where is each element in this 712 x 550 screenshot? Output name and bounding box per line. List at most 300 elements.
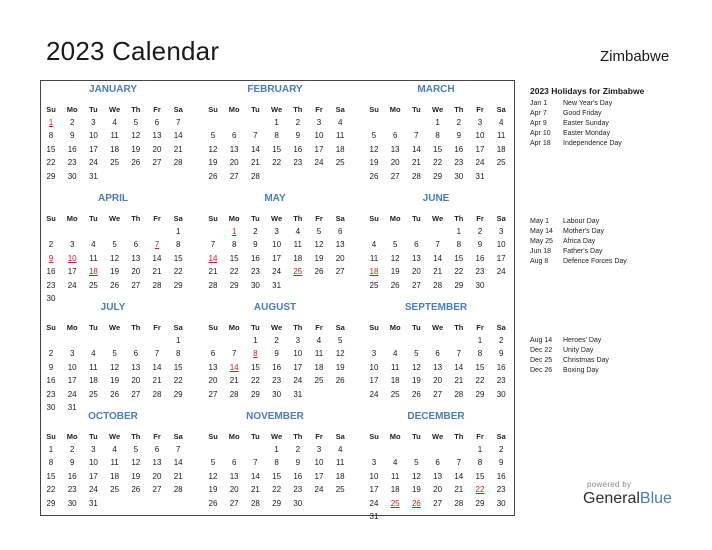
calendar-day: 26 — [208, 498, 218, 508]
calendar-day: 22 — [433, 158, 443, 168]
calendar-day: 23 — [46, 280, 56, 290]
calendar-day: 2 — [477, 227, 483, 236]
calendar-day: 3 — [316, 118, 322, 127]
calendar-day: 15 — [173, 362, 183, 372]
calendar-day: 19 — [208, 158, 218, 168]
calendar-day: 7 — [154, 349, 160, 359]
calendar-day: 3 — [477, 118, 483, 127]
calendar-day: 16 — [454, 144, 464, 154]
calendar-day: 1 — [274, 445, 279, 454]
weekday-label: Mo — [228, 432, 240, 441]
calendar-day: 29 — [475, 389, 485, 399]
calendar-day: 10 — [67, 362, 77, 372]
calendar-day: 26 — [110, 280, 120, 290]
calendar-day: 30 — [496, 389, 506, 399]
calendar-day: 17 — [88, 471, 98, 481]
calendar-day: 26 — [335, 376, 345, 386]
brand-logo[interactable] — [583, 490, 672, 508]
calendar-day: 8 — [477, 349, 483, 359]
holiday-day: 25 — [390, 498, 400, 508]
calendar-day: 29 — [454, 280, 464, 290]
calendar-day: 11 — [314, 349, 324, 359]
holiday-date: Aug 14 — [530, 337, 553, 344]
calendar-day: 21 — [411, 158, 421, 168]
calendar-day: 23 — [293, 158, 303, 168]
calendar-day: 20 — [433, 376, 443, 386]
calendar-day: 14 — [454, 362, 464, 372]
holiday-day: 7 — [154, 240, 160, 250]
holiday-name: Christmas Day — [563, 357, 609, 364]
calendar-day: 24 — [496, 267, 506, 277]
calendar-day: 19 — [131, 471, 141, 481]
weekday-label: Sa — [335, 323, 345, 332]
calendar-day: 9 — [69, 458, 75, 468]
calendar-day: 17 — [314, 144, 324, 154]
calendar-day: 26 — [369, 171, 379, 181]
holiday-day: 1 — [48, 118, 54, 127]
calendar-day: 15 — [173, 253, 183, 263]
calendar-day: 17 — [314, 471, 324, 481]
calendar-day: 14 — [433, 253, 443, 263]
brand-general: General — [583, 490, 640, 507]
calendar-day: 12 — [131, 131, 141, 141]
calendar-day: 15 — [46, 471, 56, 481]
month-name: FEBRUARY — [247, 84, 303, 95]
calendar-day: 29 — [46, 498, 56, 508]
calendar-day: 8 — [274, 131, 279, 141]
calendar-day: 15 — [250, 362, 260, 372]
weekday-label: Th — [293, 105, 303, 114]
calendar-day: 13 — [208, 362, 218, 372]
weekday-label: Su — [208, 432, 218, 441]
calendar-day: 2 — [48, 349, 54, 359]
calendar-day: 23 — [250, 267, 260, 277]
calendar-day: 18 — [335, 471, 345, 481]
weekday-label: Tu — [89, 432, 98, 441]
calendar-day: 25 — [88, 280, 98, 290]
calendar-day: 17 — [67, 267, 77, 277]
calendar-day: 31 — [67, 403, 77, 412]
month-name: MARCH — [417, 84, 455, 95]
calendar-day: 12 — [208, 144, 218, 154]
weekday-label: Th — [131, 323, 141, 332]
weekday-label: Fr — [315, 214, 323, 223]
calendar-day: 29 — [250, 389, 260, 399]
calendar-day: 28 — [152, 280, 162, 290]
calendar-day: 22 — [173, 267, 183, 277]
calendar-day: 19 — [110, 376, 120, 386]
calendar-day: 23 — [46, 389, 56, 399]
calendar-day: 20 — [131, 376, 141, 386]
calendar-day: 6 — [154, 445, 160, 454]
calendar-day: 4 — [371, 240, 377, 250]
holiday-group — [530, 337, 705, 377]
calendar-day: 27 — [131, 389, 141, 399]
calendar-day: 13 — [433, 471, 443, 481]
calendar-day: 7 — [253, 131, 258, 141]
calendar-day: 25 — [369, 280, 379, 290]
calendar-day: 26 — [208, 171, 218, 181]
calendar-day: 5 — [112, 349, 117, 359]
calendar-day: 28 — [152, 389, 162, 399]
weekday-label: Su — [369, 323, 379, 332]
calendar-day: 12 — [314, 240, 324, 250]
calendar-day: 18 — [110, 144, 120, 154]
calendar-day: 14 — [152, 362, 162, 372]
calendar-day: 14 — [152, 253, 162, 263]
calendar-day: 30 — [67, 498, 77, 508]
calendar-day: 11 — [369, 253, 379, 263]
calendar-day: 21 — [173, 144, 183, 154]
calendar-day: 24 — [88, 158, 98, 168]
calendar-day: 26 — [314, 267, 324, 277]
calendar-day: 12 — [208, 471, 218, 481]
calendar-day: 30 — [475, 280, 485, 290]
weekday-label: Tu — [251, 323, 260, 332]
calendar-day: 20 — [390, 158, 400, 168]
holiday-date: Apr 9 — [530, 120, 547, 127]
weekday-label: Tu — [251, 432, 260, 441]
calendar-day: 20 — [152, 471, 162, 481]
weekday-label: Su — [46, 214, 56, 223]
holidays-title: 2023 Holidays for Zimbabwe — [530, 86, 645, 96]
weekday-label: Tu — [412, 214, 421, 223]
holiday-row — [530, 367, 705, 377]
weekday-label: Tu — [89, 214, 98, 223]
holiday-row — [530, 337, 705, 347]
calendar-day: 19 — [208, 485, 218, 495]
calendar-day: 21 — [454, 485, 464, 495]
calendar-day: 24 — [67, 389, 77, 399]
weekday-label: Su — [369, 432, 379, 441]
holiday-name: Africa Day — [563, 238, 596, 245]
calendar-day: 21 — [152, 376, 162, 386]
calendar-day: 31 — [272, 280, 282, 290]
calendar-day: 4 — [337, 445, 343, 454]
calendar-day: 19 — [390, 267, 400, 277]
weekday-label: Th — [131, 214, 141, 223]
holiday-name: Independence Day — [563, 140, 622, 147]
calendar-day: 24 — [314, 485, 324, 495]
weekday-label: Fr — [153, 214, 161, 223]
calendar-day: 1 — [175, 336, 181, 345]
calendar-day: 12 — [110, 253, 120, 263]
calendar-day: 26 — [390, 280, 400, 290]
calendar-day: 6 — [231, 458, 237, 468]
calendar-day: 6 — [414, 240, 419, 250]
holiday-day: 10 — [67, 253, 77, 263]
calendar-day: 14 — [250, 144, 260, 154]
calendar-day: 19 — [110, 267, 120, 277]
calendar-day: 9 — [274, 349, 279, 359]
calendar-day: 7 — [456, 458, 462, 468]
weekday-label: Mo — [66, 323, 78, 332]
calendar-day: 25 — [335, 158, 345, 168]
calendar-day: 2 — [456, 118, 462, 127]
calendar-day: 28 — [433, 280, 443, 290]
holiday-row — [530, 218, 705, 228]
calendar-day: 20 — [131, 267, 141, 277]
calendar-day: 4 — [295, 227, 301, 236]
holiday-day: 1 — [231, 227, 237, 236]
calendar-day: 4 — [316, 336, 322, 345]
holiday-name: Father's Day — [563, 248, 603, 255]
weekday-label: We — [432, 105, 444, 114]
weekday-label: Fr — [315, 432, 323, 441]
weekday-label: Tu — [89, 323, 98, 332]
calendar-day: 13 — [131, 362, 141, 372]
weekday-label: Mo — [389, 323, 401, 332]
calendar-day: 11 — [391, 362, 400, 372]
weekday-label: We — [109, 214, 121, 223]
page-title: 2023 Calendar — [46, 36, 220, 66]
calendar-day: 23 — [67, 158, 77, 168]
holiday-day: 14 — [229, 362, 239, 372]
calendar-day: 17 — [272, 253, 282, 263]
calendar-day: 21 — [173, 471, 183, 481]
weekday-label: We — [432, 432, 444, 441]
calendar-day: 11 — [391, 471, 400, 481]
holiday-row — [530, 110, 705, 120]
holiday-day: 9 — [48, 253, 54, 263]
calendar-day: 2 — [295, 118, 301, 127]
calendar-day: 24 — [272, 267, 282, 277]
holiday-row — [530, 347, 705, 357]
calendar-day: 30 — [46, 403, 56, 412]
calendar-day: 15 — [272, 471, 282, 481]
calendar-day: 27 — [152, 485, 162, 495]
weekday-label: Th — [454, 432, 464, 441]
calendar-day: 16 — [46, 267, 56, 277]
weekday-label: Tu — [89, 105, 98, 114]
calendar-day: 2 — [498, 336, 504, 345]
weekday-label: We — [432, 323, 444, 332]
calendar-day: 20 — [152, 144, 162, 154]
calendar-day: 31 — [88, 171, 98, 181]
weekday-label: Mo — [228, 323, 240, 332]
weekday-label: Sa — [335, 105, 345, 114]
weekday-label: Th — [454, 323, 464, 332]
month-name: NOVEMBER — [246, 411, 304, 422]
calendar-day: 11 — [293, 240, 302, 250]
calendar-day: 26 — [131, 158, 141, 168]
calendar-day: 25 — [335, 485, 345, 495]
holiday-day: 14 — [208, 253, 218, 263]
calendar-day: 8 — [48, 458, 54, 468]
calendar-day: 6 — [392, 131, 398, 141]
weekday-label: Sa — [173, 432, 183, 441]
calendar-day: 6 — [337, 227, 343, 236]
calendar-day: 13 — [152, 131, 162, 141]
calendar-day: 4 — [392, 458, 398, 468]
weekday-label: Sa — [496, 432, 506, 441]
calendar-day: 14 — [411, 144, 421, 154]
calendar-day: 30 — [293, 498, 303, 508]
holiday-group — [530, 100, 705, 150]
holiday-row — [530, 258, 705, 268]
calendar-day: 29 — [433, 171, 443, 181]
holiday-day: 18 — [88, 267, 98, 277]
calendar-day: 29 — [173, 389, 183, 399]
calendar-day: 2 — [498, 445, 504, 454]
calendar-day: 13 — [335, 240, 345, 250]
calendar-day: 22 — [46, 485, 56, 495]
calendar-day: 7 — [210, 240, 216, 250]
calendar-day: 18 — [88, 376, 98, 386]
calendar-day: 8 — [435, 131, 440, 141]
calendar-day: 30 — [46, 294, 56, 303]
calendar-day: 13 — [229, 471, 239, 481]
calendar-day: 28 — [454, 498, 464, 508]
weekday-label: Tu — [251, 214, 260, 223]
calendar-day: 30 — [496, 498, 506, 508]
calendar-day: 17 — [88, 144, 98, 154]
calendar-day: 9 — [477, 240, 483, 250]
weekday-label: Sa — [335, 432, 345, 441]
weekday-label: We — [271, 432, 283, 441]
calendar-day: 10 — [314, 458, 324, 468]
calendar-day: 19 — [369, 158, 379, 168]
calendar-day: 7 — [175, 118, 181, 127]
calendar-day: 5 — [316, 227, 322, 236]
calendar-day: 15 — [475, 362, 485, 372]
weekday-label: We — [271, 214, 283, 223]
holiday-name: Heroes' Day — [563, 337, 602, 344]
calendar-day: 2 — [48, 240, 54, 250]
calendar-day: 16 — [496, 362, 506, 372]
calendar-day: 20 — [335, 253, 345, 263]
calendar-day: 3 — [371, 458, 377, 468]
calendar-day: 31 — [293, 389, 303, 399]
calendar-day: 28 — [173, 158, 183, 168]
weekday-label: Su — [369, 105, 379, 114]
calendar-day: 28 — [250, 498, 260, 508]
calendar-day: 8 — [231, 240, 237, 250]
calendar-day: 24 — [293, 376, 303, 386]
weekday-label: Th — [293, 214, 303, 223]
calendar-day: 24 — [369, 498, 379, 508]
weekday-label: Su — [208, 323, 218, 332]
weekday-label: Tu — [412, 323, 421, 332]
calendar-day: 29 — [173, 280, 183, 290]
calendar-day: 28 — [250, 171, 260, 181]
calendar-day: 3 — [69, 349, 75, 359]
holiday-name: Unity Day — [563, 347, 594, 354]
calendar-day: 11 — [110, 131, 119, 141]
weekday-label: We — [432, 214, 444, 223]
holiday-date: Dec 26 — [530, 367, 553, 374]
calendar-day: 5 — [371, 131, 377, 141]
weekday-label: We — [109, 323, 121, 332]
weekday-label: Su — [369, 214, 379, 223]
holiday-row — [530, 357, 705, 367]
holiday-name: Easter Sunday — [563, 120, 609, 127]
calendar-day: 20 — [229, 158, 239, 168]
calendar-day: 27 — [208, 389, 218, 399]
calendar-day: 8 — [477, 458, 483, 468]
holiday-row — [530, 120, 705, 130]
calendar-day: 6 — [435, 349, 440, 359]
calendar-day: 6 — [154, 118, 160, 127]
calendar-day: 9 — [498, 349, 504, 359]
calendar-day: 14 — [250, 471, 260, 481]
holiday-name: Boxing Day — [563, 367, 599, 374]
calendar-day: 14 — [173, 131, 183, 141]
calendar-day: 23 — [475, 267, 485, 277]
calendar-day: 21 — [250, 158, 260, 168]
weekday-label: We — [109, 432, 121, 441]
calendar-day: 5 — [210, 458, 216, 468]
calendar-day: 24 — [88, 485, 98, 495]
weekday-label: Mo — [66, 214, 78, 223]
calendar-day: 4 — [112, 118, 117, 127]
holiday-row — [530, 140, 705, 150]
calendar-day: 25 — [314, 376, 324, 386]
holiday-date: Apr 7 — [530, 110, 547, 117]
calendar-day: 21 — [250, 485, 260, 495]
weekday-label: Mo — [228, 105, 240, 114]
weekday-label: Fr — [476, 214, 484, 223]
calendar-day: 25 — [88, 389, 98, 399]
powered-by-text: powered by — [587, 480, 632, 489]
calendar-day: 21 — [433, 267, 443, 277]
calendar-day: 21 — [454, 376, 464, 386]
calendar-day: 6 — [231, 131, 237, 141]
holiday-name: Easter Monday — [563, 130, 611, 137]
calendar-day: 7 — [253, 458, 258, 468]
calendar-day: 2 — [69, 445, 75, 454]
calendar-day: 27 — [335, 267, 345, 277]
holiday-day: 18 — [369, 267, 379, 277]
calendar-day: 7 — [435, 240, 440, 250]
calendar-day: 8 — [175, 349, 181, 359]
calendar-day: 27 — [229, 171, 239, 181]
calendar-day: 3 — [371, 349, 377, 359]
calendar-day: 10 — [496, 240, 506, 250]
calendar-day: 23 — [454, 158, 464, 168]
month-name: JUNE — [422, 193, 450, 204]
holiday-name: Good Friday — [563, 110, 602, 117]
calendar-day: 5 — [337, 336, 343, 345]
holiday-date: May 14 — [530, 228, 553, 235]
calendar-day: 10 — [272, 240, 282, 250]
weekday-label: Sa — [496, 214, 506, 223]
calendar-day: 19 — [335, 362, 345, 372]
calendar-day: 28 — [411, 171, 421, 181]
calendar-day: 3 — [316, 445, 322, 454]
calendar-day: 13 — [433, 362, 443, 372]
calendar-day: 13 — [229, 144, 239, 154]
holiday-day: 26 — [411, 498, 421, 508]
calendar-day: 22 — [454, 267, 464, 277]
calendar-day: 31 — [88, 498, 98, 508]
weekday-label: Mo — [389, 105, 401, 114]
weekday-label: Sa — [496, 323, 506, 332]
calendar-day: 26 — [131, 485, 141, 495]
holiday-row — [530, 130, 705, 140]
calendar-day: 10 — [475, 131, 485, 141]
weekday-label: Th — [131, 432, 141, 441]
weekday-label: We — [109, 105, 121, 114]
calendar-day: 8 — [175, 240, 181, 250]
calendar-day: 30 — [67, 171, 77, 181]
calendar-day: 17 — [293, 362, 303, 372]
calendar-day: 23 — [293, 485, 303, 495]
calendar-day: 11 — [336, 131, 345, 141]
calendar-day: 12 — [110, 362, 120, 372]
calendar-day: 16 — [293, 144, 303, 154]
calendar-day: 4 — [91, 240, 96, 250]
